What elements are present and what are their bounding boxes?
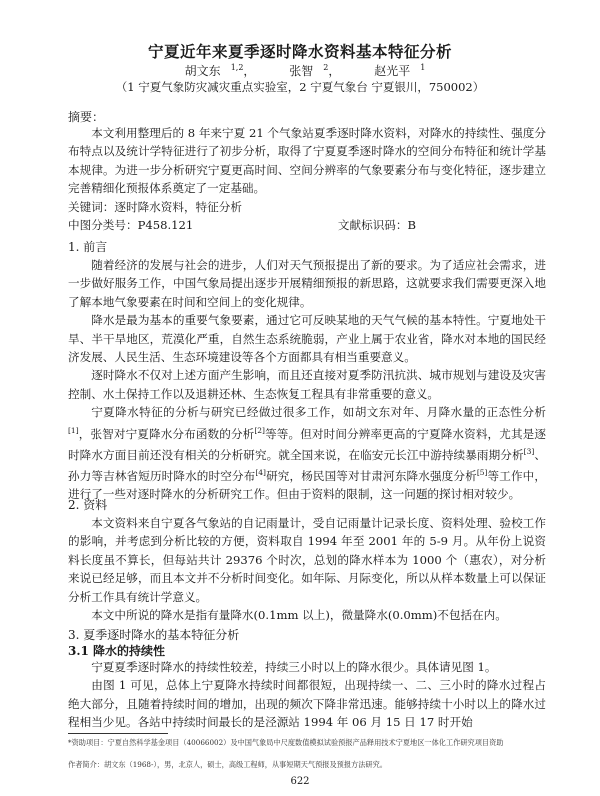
footnote: 作者简介：胡文东（1968-），男，北京人，硕士，高级工程师，从事短期天气预报及预报方法研究。 [68,760,387,769]
abstract-text: 本文利用整理后的 8 年来宁夏 21 个气象站夏季逐时降水资料，对降水的持续性、强度分布特点以及统计学特征进行了初步分析，取得了宁夏夏季逐时降水的空间分布特征和统计学基本规律。为进一步分析研究宁夏更高时间、空间分辨率的气象要素分布与变化特征，逐步建立完善精细化预报体系奠定了一定基础。 [68,126,546,196]
section-body [68,658,546,732]
affiliation: （1 宁夏气象防灾减灾重点实验室，2 宁夏气象台 宁夏银川，750002） [115,80,485,94]
paragraph: 本文资料来自宁夏各气象站的自记雨量计，受自记雨量计记录长度、资料处理、验校工作的影响，并考虑到分析比较的方便，资料取自 1994 年至 2001 年的 5-9 月。从年份上说资料长度虽不算长，但每站共计 29376 个时次，总划的降水样本为 1000 个（惠农），对分析来说已经足够，而且本文并不分析时间变化。如年际、月际变化，所以从样本数量上可以保证分析工作具有统计学意义。 [68,516,546,604]
footnote: *资助项目：宁夏自然科学基金项目（40066002）及中国气象局中尺度数值模拟试验预报产品释用技术宁夏地区一体化工作研究项目资助 [68,738,504,747]
section-heading: 2. 资料 [68,498,108,512]
section-body [68,514,546,624]
document-code: 文献标识码：B [337,218,416,233]
footnote-divider [68,733,168,734]
keywords: 关键词：逐时降水资料，特征分析 [68,199,242,214]
paragraph: 宁夏降水特征的分析与研究已经做过很多工作，如胡文东对年、月降水量的正态性分析[1]，张智对宁夏降水分布函数的分析[2]等等。但对时间分辨率更高的宁夏降水资料，尤其是逐时降水方面目前还没有相关的分析研究。就全国来说，在临安元长江中游持续暴雨期分析[3]、孙力等吉林省短历时降水的时空分布[4]研究，杨民国等对甘肃河东降水强度分析[5]等工作中，进行了一些对逐时降水的分析研究工作。但由于资料的限制，这一问题的探讨相对较少。 [68,405,546,502]
section-body [68,256,546,504]
citation: [4] [255,468,266,478]
author: 张智 $^2$， [289,63,341,78]
paragraph: 本文中所说的降水是指有量降水(0.1mm 以上)，微量降水(0.0mm)不包括在内。 [91,608,507,623]
section-heading: 1. 前言 [68,240,108,254]
section-heading: 3. 夏季逐时降水的基本特征分析 [68,628,240,642]
citation: [2] [254,425,265,435]
classification-row [68,216,546,234]
abstract-block [68,124,546,234]
abstract-heading: 摘要： [68,110,105,124]
paragraph: 宁夏夏季逐时降水的持续性较差，持续三小时以上的降水很少。具体请见图 1。 [91,660,497,674]
subsection-heading: 3.1 降水的持续性 [68,644,166,658]
class-number: 中图分类号：P458.121 [68,218,194,233]
paper-title: 宁夏近年来夏季逐时降水资料基本特征分析 [147,43,452,61]
author: 胡文东 $^{1,2}$， [184,63,256,78]
citation: [5] [476,468,488,478]
paragraph: 降水是最为基本的重要气象要素，通过它可反映某地的天气气候的基本特性。宁夏地处干旱、半干旱地区，荒漠化严重，自然生态系统脆弱，产业上属于农业省，降水对本地的国民经济发展、人民生活、生态环境建设等各个方面都具有相当重要意义。 [68,313,546,365]
paragraph: 由图 1 可见，总体上宁夏降水持续时间都很短，出现持续一、二、三小时的降水过程占绝大部分，且随着持续时间的增加，出现的频次下降非常迅速。能够持续十小时以上的降水过程相当少见。各站中持续时间最长的是泾源站 1994 年 06 月 15 日 17 时开始 [68,678,546,730]
page-number: 622 [290,776,310,787]
citation: [3] [523,446,535,456]
paragraph: 随着经济的发展与社会的进步，人们对天气预报提出了新的要求。为了适应社会需求，进一步做好服务工作，中国气象局提出逐步开展精细预报的新思路，这就要求我们需要更深入地了解本地气象要素在时间和空间上的变化规律。 [68,258,546,309]
author-list [0,62,600,79]
citation: [1] [68,425,79,435]
author: 赵光平 $^1$ [374,63,426,78]
paragraph: 逐时降水不仅对上述方面产生影响，而且还直接对夏季防汛抗洪、城市规划与建设及灾害控制、水土保持工作以及退耕还林、生态恢复工程具有非常重要的意义。 [68,368,546,401]
